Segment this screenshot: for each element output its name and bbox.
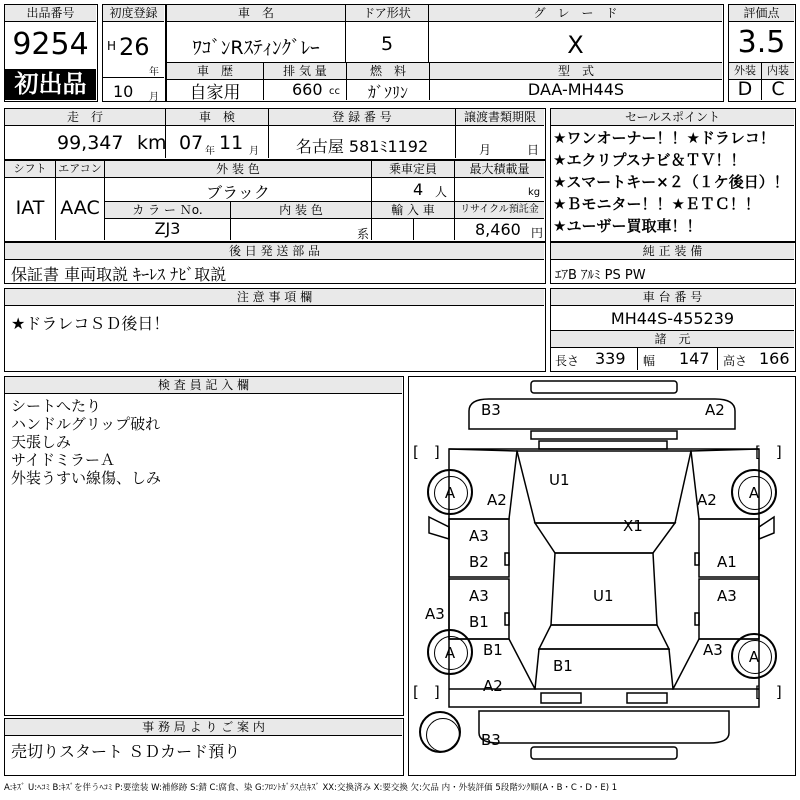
- sales-points-list: [553, 127, 789, 237]
- mark-rear-left-door-b: B1: [469, 613, 489, 631]
- import-label: 輸 入 車: [372, 202, 454, 219]
- inspector-note: ハンドルグリップ破れ: [11, 415, 161, 433]
- tire-front-left: [427, 469, 473, 515]
- caution-label: 注 意 事 項 欄: [5, 289, 544, 306]
- inspector-label: 検 査 員 記 入 欄: [5, 377, 402, 394]
- parts-text: 保証書 車両取説 ｷｰﾚｽ ﾅﾋﾞ取説: [11, 265, 227, 284]
- transfer-month: 月: [479, 143, 492, 157]
- inspection-label: 車 検: [166, 109, 268, 126]
- month-unit: 月: [149, 92, 159, 103]
- legend: A:ｷｽﾞ U:ﾍｺﾐ B:ｷｽﾞを伴うﾍｺﾐ P:要塗装 W:補修跡 S:錆 C:腐食、染 G:ﾌﾛﾝﾄｶﾞﾗｽ点ｷｽﾞ XX:交換済み X:要交換 欠:欠品 内・外装評価 5段階ﾗﾝｸ順(A・B・C・D・E) 1: [4, 783, 618, 793]
- transfer-label: 譲渡書類期限: [456, 109, 544, 126]
- sales-point: ★ワンオーナー！！★ドラレコ！: [553, 129, 775, 147]
- height-label: 高さ: [723, 354, 748, 368]
- car-name: ﾜｺﾞﾝRｽﾃｨﾝｸﾞﾚｰ: [192, 37, 320, 59]
- sales-point: ★スマートキー×２（１ケ後日）！: [553, 173, 789, 191]
- car-outline: [409, 377, 794, 774]
- shift-label: シフト: [5, 161, 55, 178]
- tire-rear-left: [427, 629, 473, 675]
- chassis-label: 車 台 番 号: [551, 289, 794, 306]
- mark-rear-left-fender: B1: [483, 641, 503, 659]
- inspector-box: [4, 376, 404, 716]
- mileage-unit: km: [137, 132, 167, 154]
- car-diagram: [408, 376, 796, 776]
- mark-hood: U1: [549, 471, 570, 489]
- model-label: 型 式: [430, 63, 722, 80]
- mark-rear-left-quarter: A2: [483, 677, 503, 695]
- transfer-day: 日: [527, 143, 540, 157]
- first-reg-year: 26: [119, 33, 150, 61]
- parts-box: [4, 242, 546, 284]
- displacement: 660: [292, 80, 323, 99]
- ac-label: エアコン: [56, 161, 104, 178]
- int-color-unit: 系: [357, 227, 370, 241]
- recycle-label: リサイクル預託金: [455, 202, 544, 219]
- overall-score: 3.5: [737, 25, 786, 60]
- office-box: [4, 718, 404, 776]
- first-reg-label: 初度登録: [103, 5, 164, 22]
- inspector-note: 外装うすい線傷、しみ: [11, 469, 162, 487]
- first-listing-badge: 初出品: [5, 69, 96, 100]
- mileage: 99,347: [57, 132, 124, 154]
- bracket-right-bottom: [ ]: [755, 683, 782, 701]
- mark-rear-right-door: A3: [717, 587, 737, 605]
- vehicle-info-box: [166, 4, 724, 102]
- interior-grade: C: [771, 78, 785, 100]
- era: H: [107, 39, 117, 53]
- tire-rear-right-label: A: [748, 648, 760, 666]
- history-label: 車 歴: [167, 63, 263, 80]
- sales-point: ★エクリプスナビ＆ＴＶ！！: [553, 151, 746, 169]
- history: 自家用: [189, 83, 241, 103]
- lot-label: 出品番号: [5, 5, 96, 22]
- sales-point: ★Ｂモニター！！★ＥＴＣ！！: [553, 195, 760, 213]
- chassis-box: [550, 288, 796, 372]
- mileage-label: 走 行: [5, 109, 165, 126]
- plate-label: 登 録 番 号: [269, 109, 455, 126]
- row2-box: [4, 108, 546, 160]
- parts-label: 後 日 発 送 部 品: [5, 243, 544, 260]
- mark-front-left-fender: A2: [487, 491, 507, 509]
- plate-number: 名古屋 581ﾐ1192: [295, 137, 429, 156]
- tire-front-left-label: A: [444, 484, 456, 502]
- door-type: 5: [380, 33, 394, 55]
- length-label: 長さ: [555, 354, 580, 368]
- grade-label: グ レ ー ド: [429, 5, 722, 22]
- mark-top-left: B3: [481, 401, 501, 419]
- score-label: 評価点: [729, 5, 794, 22]
- mark-front-left-door: A3: [469, 527, 489, 545]
- lot-number-box: [4, 4, 98, 102]
- color-no-label: カ ラ ー Ｎo.: [105, 202, 230, 219]
- air-conditioner: AAC: [60, 197, 100, 219]
- door-label: ドア形状: [346, 5, 428, 22]
- recycle-unit: 円: [531, 226, 544, 240]
- equipment-box: [550, 242, 796, 284]
- inspector-note: シートへたり: [11, 397, 102, 415]
- spare-tire: [419, 711, 461, 753]
- tire-front-right-label: A: [748, 484, 760, 502]
- sales-points-box: [550, 108, 796, 242]
- row3-box: [4, 160, 546, 242]
- inspector-notes: [11, 397, 161, 487]
- lot-number: 9254: [12, 27, 89, 62]
- score-box: [728, 4, 796, 102]
- fuel: ｶﾞｿﾘﾝ: [367, 83, 408, 102]
- mark-bottom-left: B3: [481, 731, 501, 749]
- mark-front-left-door-b: B2: [469, 553, 489, 571]
- chassis-number: MH44S-455239: [610, 309, 735, 328]
- first-reg-month: 10: [113, 82, 134, 101]
- bracket-right-top: [ ]: [755, 443, 782, 461]
- equipment-text: ｴｱB ｱﾙﾐ PS PW: [555, 268, 646, 283]
- inspection-month: 11: [219, 132, 244, 154]
- int-color-label: 内 装 色: [231, 202, 371, 219]
- mark-rear-left-door: A3: [469, 587, 489, 605]
- sales-point: ★ユーザー買取車！！: [553, 217, 702, 235]
- bracket-left-bottom: [ ]: [413, 683, 440, 701]
- mark-rear-right-fender: A3: [703, 641, 723, 659]
- exterior-label: 外装: [729, 63, 761, 80]
- tire-rear-right: [731, 633, 777, 679]
- mark-front-right-door: A1: [717, 553, 737, 571]
- model-code: DAA-MH44S: [527, 80, 625, 99]
- grade: X: [567, 31, 584, 59]
- interior-label: 内装: [762, 63, 794, 80]
- shift: IAT: [15, 197, 45, 219]
- mark-rear-hatch: B1: [553, 657, 573, 675]
- sales-points-label: セールスポイント: [551, 109, 794, 126]
- equipment-label: 純 正 装 備: [551, 243, 794, 260]
- car-name-label: 車 名: [167, 5, 345, 22]
- bracket-left-top: [ ]: [413, 443, 440, 461]
- inspection-year-unit: 年: [205, 146, 215, 157]
- inspection-year: 07: [179, 132, 204, 154]
- capacity-unit: 人: [435, 185, 448, 199]
- mark-top-right: A2: [705, 401, 725, 419]
- fuel-label: 燃 料: [347, 63, 429, 80]
- ext-color-label: 外 装 色: [105, 161, 371, 178]
- exterior-color: ブラック: [206, 183, 270, 202]
- capacity: 4: [413, 180, 424, 199]
- inspector-note: サイドミラーＡ: [11, 451, 115, 469]
- mark-windshield: X1: [623, 517, 643, 535]
- displacement-unit: cc: [329, 86, 340, 97]
- exterior-grade: D: [737, 78, 753, 100]
- recycle-fee: 8,460: [475, 220, 521, 239]
- tire-rear-left-label: A: [444, 644, 456, 662]
- inspector-note: 天張しみ: [11, 433, 72, 451]
- width-value: 147: [679, 349, 710, 368]
- inspection-month-unit: 月: [249, 146, 259, 157]
- load-unit: kg: [528, 187, 541, 198]
- caution-box: [4, 288, 546, 372]
- width-label: 幅: [643, 354, 656, 368]
- displacement-label: 排 気 量: [264, 63, 346, 80]
- tire-front-right: [731, 469, 777, 515]
- height-value: 166: [759, 349, 790, 368]
- year-unit: 年: [149, 67, 159, 78]
- length-value: 339: [595, 349, 626, 368]
- mark-roof: U1: [593, 587, 614, 605]
- color-code: ZJ3: [154, 219, 181, 238]
- office-label: 事 務 局 よ り ご 案 内: [5, 719, 402, 736]
- caution-text: ★ドラレコＳＤ後日！: [11, 314, 170, 333]
- load-label: 最大積載量: [455, 161, 544, 178]
- office-text: 売切りスタート ＳＤカード預り: [11, 742, 241, 761]
- mark-left-side: A3: [425, 605, 445, 623]
- capacity-label: 乗車定員: [372, 161, 454, 178]
- first-registration-box: [102, 4, 166, 102]
- mark-front-right-fender: A2: [697, 491, 717, 509]
- dims-label: 諸 元: [551, 331, 794, 348]
